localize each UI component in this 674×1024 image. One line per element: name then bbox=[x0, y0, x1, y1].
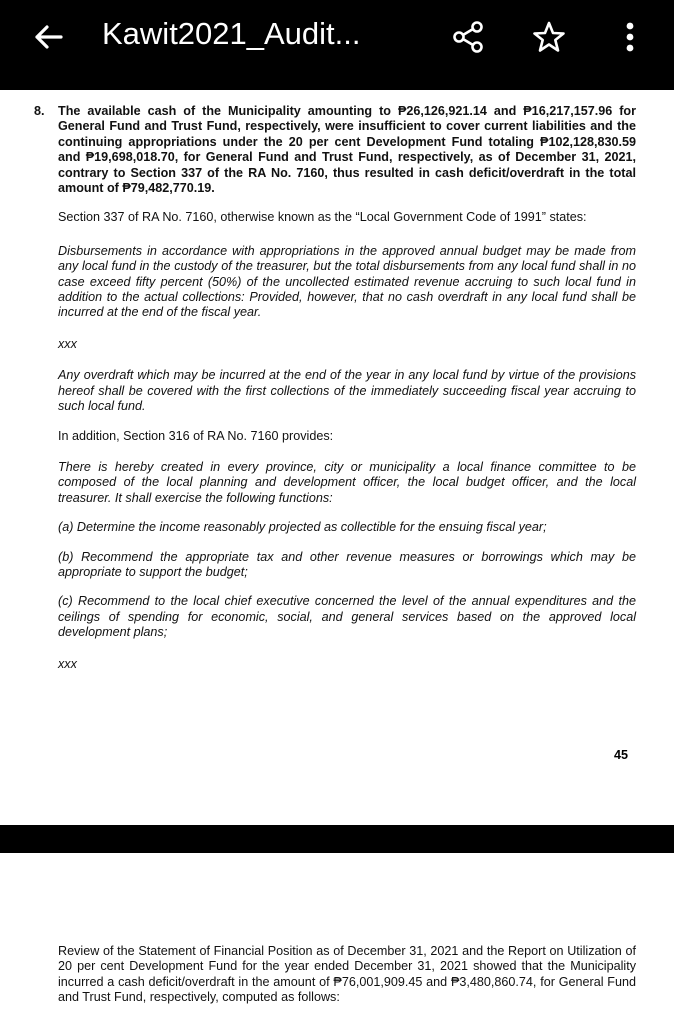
function-item-a: (a) Determine the income reasonably projected as collectible for the ensuing fiscal year; bbox=[58, 520, 547, 535]
function-item-c: (c) Recommend to the local chief executive concerned the level of the annual expenditures and the ceilings of spending for economic, social, and general services based on the approved local development plans; bbox=[58, 594, 636, 640]
finding-text: The available cash of the Municipality amounting to ₱26,126,921.14 and ₱16,217,157.96 for General Fund and Trust Fund, respectively, were insufficient to cover current liabilities and the continuing appropriations under the 20 per cent Development Fund totaling ₱102,128,830.59 and ₱19,698,018.70, for General Fund and Trust Fund, respectively, as of December 31, 2021, contrary to Section 337 of the RA No. 7160, thus resulted in cash deficit/overdraft in the total amount of ₱79,482,770.19. bbox=[58, 104, 636, 196]
more-options-button[interactable] bbox=[612, 16, 648, 58]
share-button[interactable] bbox=[448, 16, 490, 58]
review-paragraph: Review of the Statement of Financial Position as of December 31, 2021 and the Report on Utilization of 20 per cent Development Fund for the year ended December 31, 2021 showed that the Municipality incurred a cash deficit/overdraft in the amount of ₱76,001,909.45 and ₱3,480,860.74, for General Fund and Trust Fund, respectively, computed as follows: bbox=[58, 944, 636, 1005]
page-46-content bbox=[34, 944, 636, 1006]
section-337-quote: Disbursements in accordance with appropriations in the approved annual budget may be made from any local fund in the custody of the treasurer, but the total disbursements from any local fund shall in no case exceed fifty percent (50%) of the uncollected estimated revenue accruing to such local fund in addition to the actual collections: Provided, however, that no cash overdraft in any local fund shall be incurred at the end of the fiscal year. bbox=[58, 243, 636, 320]
section-316-quote: There is hereby created in every province, city or municipality a local finance committee to be composed of the local planning and development officer, the local budget officer, and the local treasurer. It shall exercise the following functions: bbox=[58, 459, 636, 505]
favorite-button[interactable] bbox=[528, 16, 570, 58]
ellipsis-marker-2: xxx bbox=[58, 656, 77, 671]
overdraft-quote: Any overdraft which may be incurred at the end of the year in any local fund by virtue of the provisions hereof shall be covered with the first collections of the immediately succeeding fiscal year accruing to such local fund. bbox=[58, 368, 636, 414]
ellipsis-marker: xxx bbox=[58, 336, 77, 351]
more-vertical-icon bbox=[612, 16, 648, 58]
page-45-content bbox=[34, 104, 636, 672]
back-button[interactable] bbox=[28, 16, 70, 58]
function-item-b: (b) Recommend the appropriate tax and other revenue measures or borrowings which may be appropriate to support the budget; bbox=[58, 549, 636, 579]
audit-finding bbox=[34, 104, 636, 196]
page-separator bbox=[0, 825, 674, 853]
app-toolbar bbox=[0, 0, 674, 90]
section-337-intro: Section 337 of RA No. 7160, otherwise known as the “Local Government Code of 1991” states: bbox=[58, 210, 587, 225]
document-title: Kawit2021_Audit... bbox=[102, 16, 361, 51]
share-icon bbox=[448, 16, 490, 58]
star-icon bbox=[528, 16, 570, 58]
back-arrow-icon bbox=[28, 16, 70, 58]
section-316-intro: In addition, Section 316 of RA No. 7160 provides: bbox=[58, 428, 334, 443]
finding-number: 8. bbox=[34, 104, 45, 118]
page-number: 45 bbox=[613, 748, 628, 762]
